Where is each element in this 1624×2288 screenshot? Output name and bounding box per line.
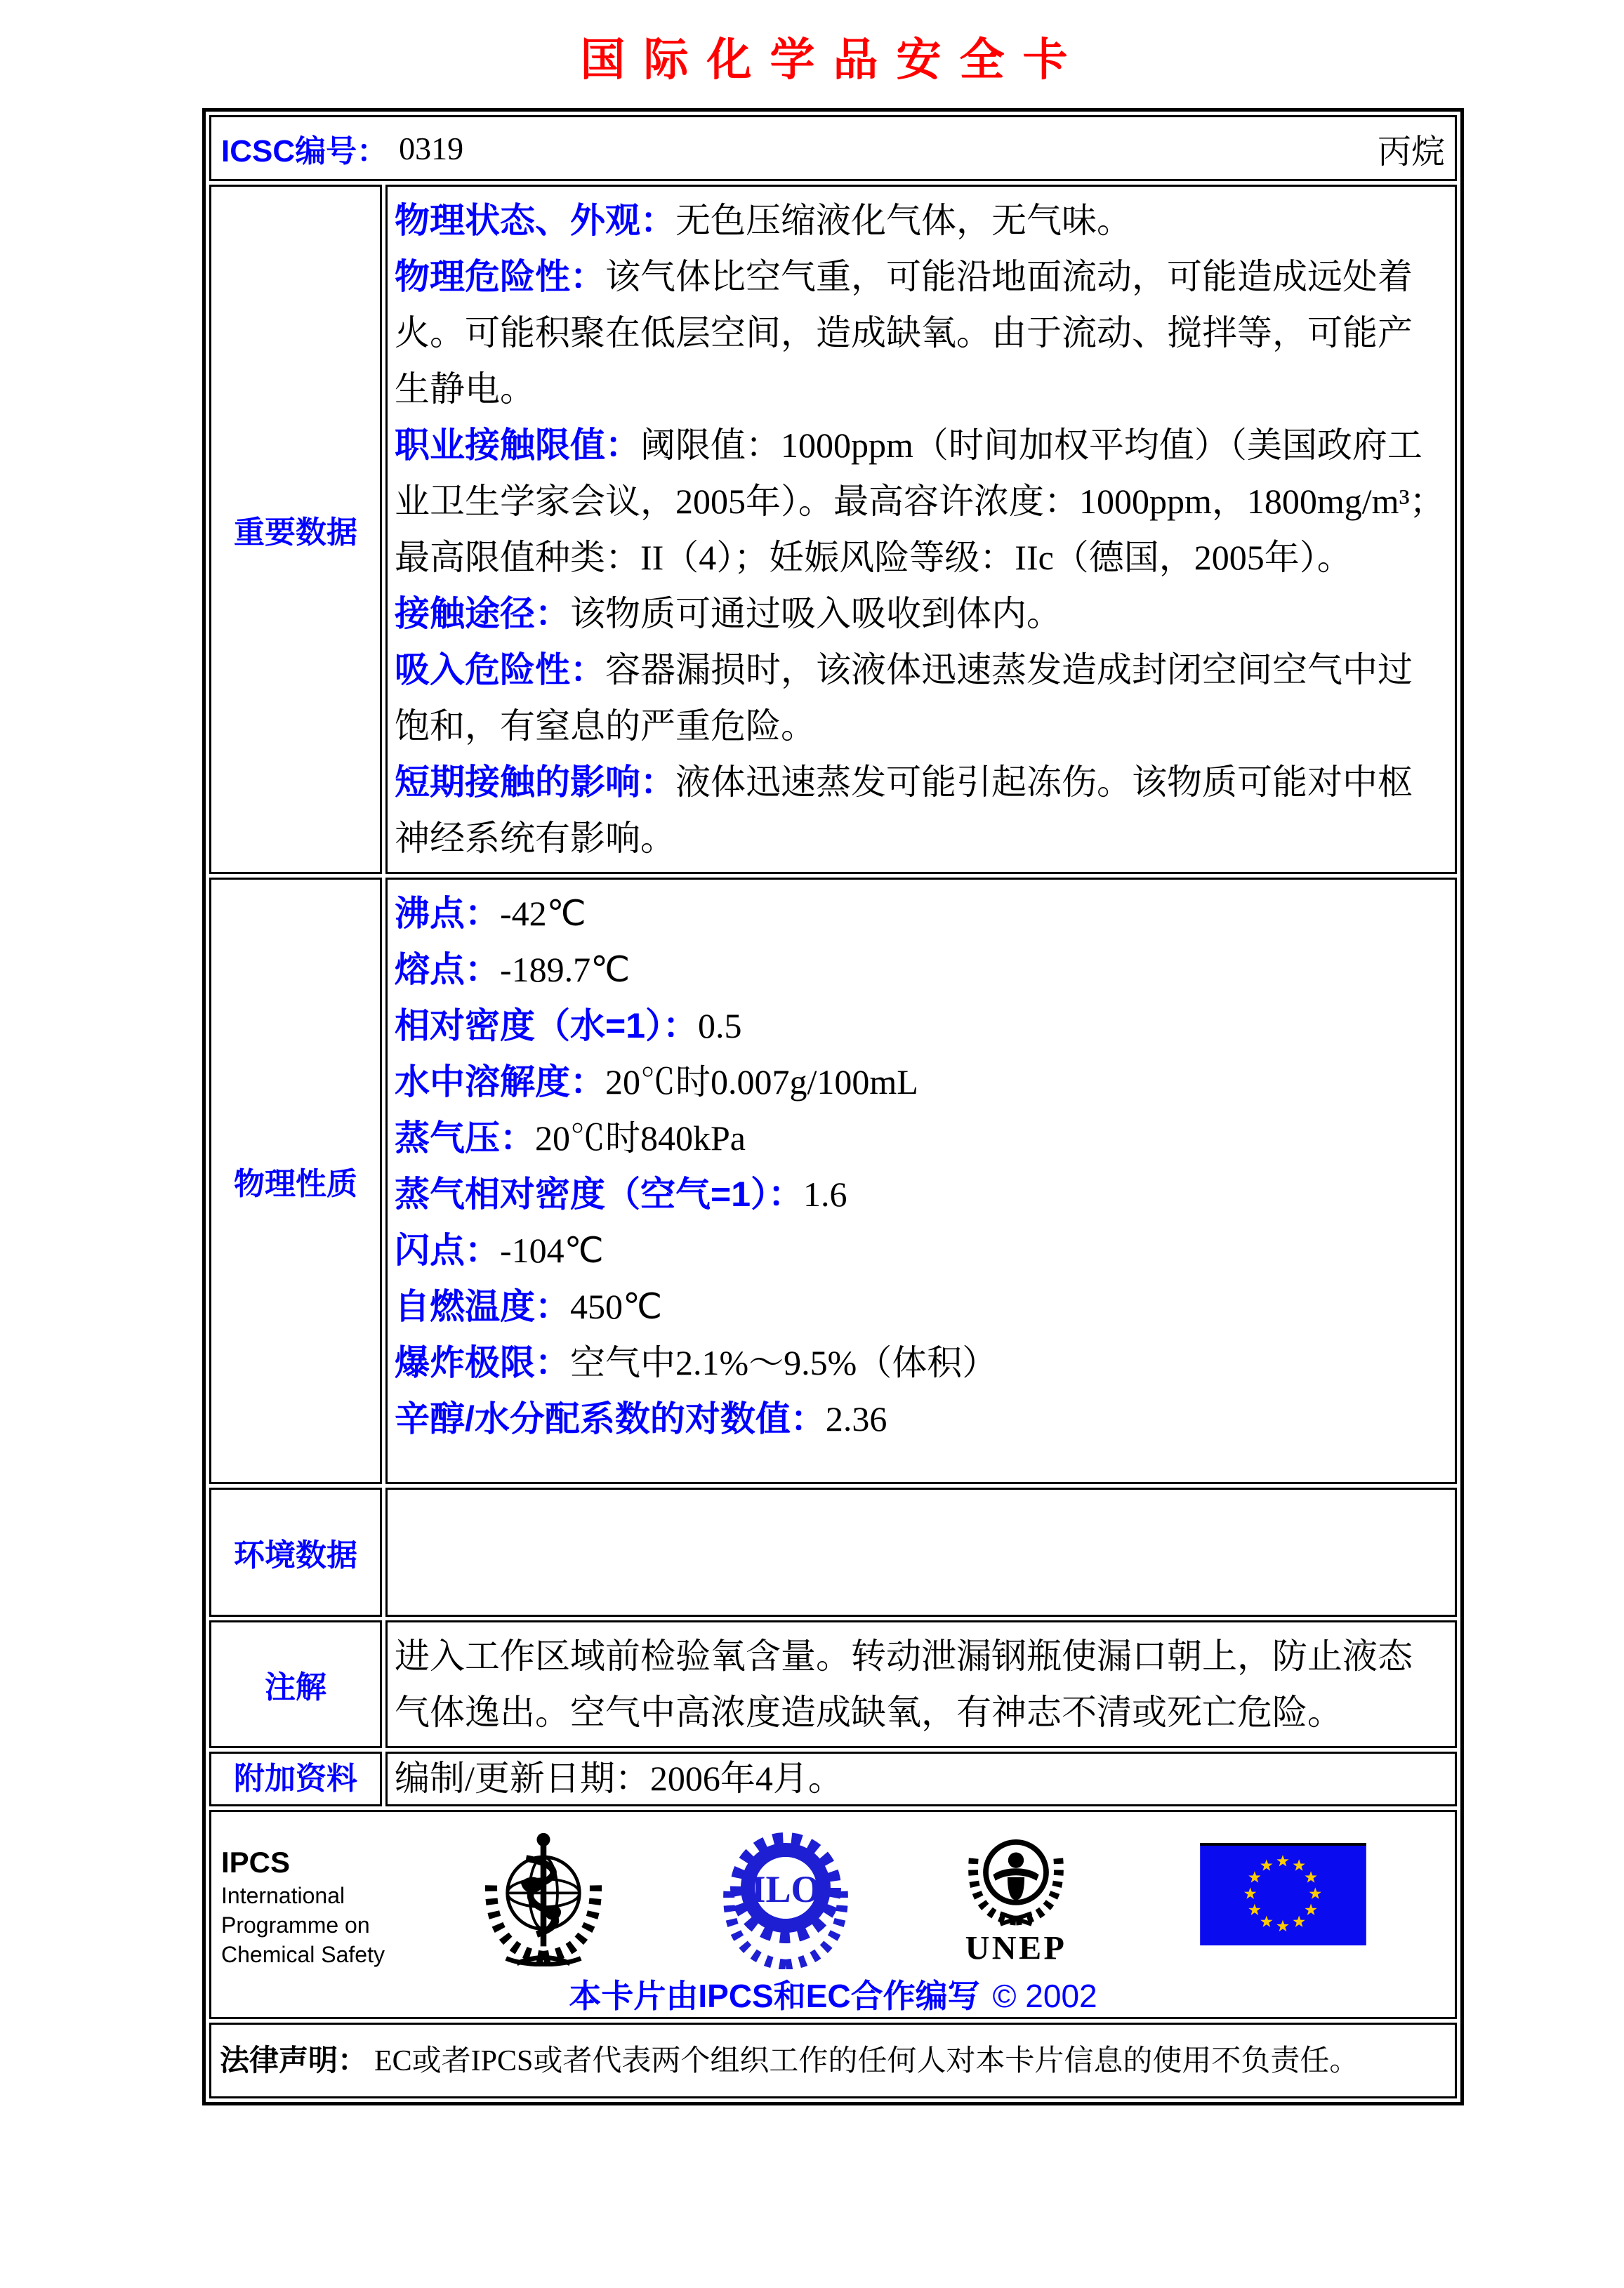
property-row: 爆炸极限：空气中2.1%～9.5%（体积） [395, 1343, 998, 1383]
who-logo-icon [477, 1829, 610, 1966]
eu-flag-icon [1200, 1843, 1366, 1945]
legal-notice-text: EC或者IPCS或者代表两个组织工作的任何人对本卡片信息的使用不负责任。 [374, 2044, 1359, 2077]
property-row: 水中溶解度：20℃时0.007g/100mL [395, 1062, 918, 1102]
data-item: 接触途径：该物质可通过吸入吸收到体内。 [395, 594, 1062, 634]
section-content-notes: 进入工作区域前检验氧含量。转动泄漏钢瓶使漏口朝上，防止液态气体逸出。空气中高浓度造成缺氧，有神志不清或死亡危险。 [385, 1620, 1457, 1748]
logos-row [209, 1810, 1457, 2019]
unep-logo-icon [956, 1829, 1076, 1966]
card-caption [211, 1971, 1455, 2017]
section-content-additional-info: 编制/更新日期：2006年4月。 [385, 1752, 1457, 1806]
property-row: 闪点：-104℃ [395, 1231, 604, 1271]
ipcs-text-block: IPCS International Programme on Chemical Safety [221, 1844, 418, 1969]
property-row: 沸点：-42℃ [395, 894, 586, 934]
property-row: 蒸气压：20℃时840kPa [395, 1118, 746, 1158]
property-row: 自燃温度：450℃ [395, 1287, 663, 1327]
section-content-environmental-data [385, 1488, 1457, 1617]
ilo-logo-text: ILO [751, 1868, 821, 1911]
section-label-important-data: 重要数据 [209, 185, 382, 874]
section-label-environmental-data: 环境数据 [209, 1488, 382, 1617]
chemical-name: 丙烷 [1377, 133, 1445, 171]
section-label-additional-info: 附加资料 [209, 1752, 382, 1806]
ilo-logo-icon [715, 1829, 856, 1969]
caption-text: 本卡片由IPCS和EC合作编写 [569, 1978, 980, 2015]
legal-notice-row [209, 2023, 1457, 2098]
property-row: 熔点：-189.7℃ [395, 950, 631, 990]
data-item: 物理危险性：该气体比空气重，可能沿地面流动，可能造成远处着火。可能积聚在低层空间，造成缺氧。由于流动、搅拌等，可能产生静电。 [395, 257, 1413, 409]
icsc-card [202, 108, 1464, 2105]
icsc-number-value: 0319 [399, 130, 464, 166]
section-label-physical-properties: 物理性质 [209, 878, 382, 1484]
legal-notice-label: 法律声明： [220, 2043, 368, 2077]
section-content-physical-properties [385, 878, 1457, 1484]
data-item: 短期接触的影响：液体迅速蒸发可能引起冻伤。该物质可能对中枢神经系统有影响。 [395, 762, 1413, 859]
icsc-page [0, 35, 1624, 2288]
unep-logo-text: UNEP [965, 1930, 1067, 1967]
ipcs-title: IPCS [221, 1846, 291, 1879]
data-item: 物理状态、外观：无色压缩液化气体，无气味。 [395, 201, 1132, 241]
data-item: 职业接触限值：阈限值：1000ppm（时间加权平均值）（美国政府工业卫生学家会议，2005年）。最高容许浓度：1000ppm，1800mg/m³；最高限值种类：II（4）；妊娠风险等级：IIc（德国，2005年）。 [395, 425, 1445, 578]
section-content-important-data [385, 185, 1457, 874]
header-row [209, 115, 1457, 181]
page-title: 国际化学品安全卡 [580, 34, 1086, 85]
icsc-number-label: ICSC编号： [221, 134, 388, 169]
property-row: 辛醇/水分配系数的对数值：2.36 [395, 1399, 887, 1439]
property-row: 蒸气相对密度（空气=1）：1.6 [395, 1175, 847, 1215]
data-item: 吸入危险性：容器漏损时，该液体迅速蒸发造成封闭空间空气中过饱和，有窒息的严重危险。 [395, 650, 1413, 746]
section-label-notes: 注解 [209, 1620, 382, 1748]
property-row: 相对密度（水=1）：0.5 [395, 1006, 742, 1046]
copyright-text: © 2002 [992, 1978, 1097, 2015]
